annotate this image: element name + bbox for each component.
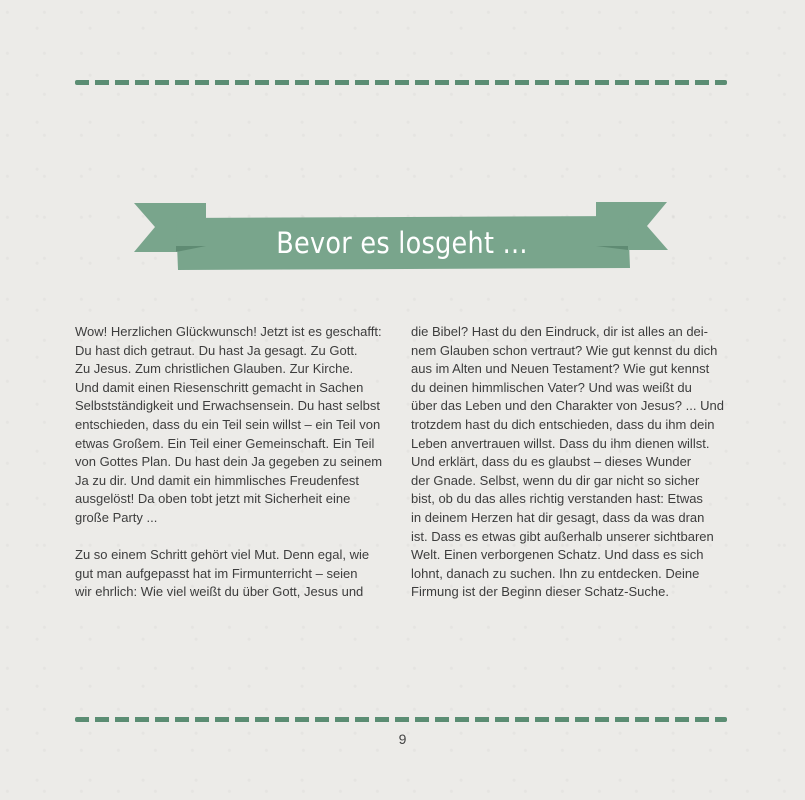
body-text-left-column: Wow! Herzlichen Glückwunsch! Jetzt ist es geschafft: Du hast dich getraut. Du hast Ja gesagt. Zu Gott. Zu Jesus. Zum christlichen Glauben. Zur Kirche. Und damit einen Riesenschritt gemacht in Sachen Selbstständigkeit und Erwachsensein. Du hast selbst entschieden, dass du ein Teil sein willst – ein Teil von etwas Großem. Ein Teil einer Gemeinschaft. Ein Teil von Gottes Plan. Du hast dein Ja gegeben zu seinem Ja zu dir. Und damit ein himmlisches Freudenfest ausgelöst! Da oben tobt jetzt mit Sicherheit eine große Party ... Zu so einem Schritt gehört viel Mut. Denn egal, wie gut man aufgepasst hat im Firmunterricht – seien wir ehrlich: Wie viel weißt du über Gott, Jesus und [75,324,383,600]
page-title: Bevor es losgeht ... [276,226,528,260]
page-number: 9 [398,731,407,747]
bottom-dashed-divider [75,717,727,722]
body-text-right-column: die Bibel? Hast du den Eindruck, dir ist alles an dei- nem Glauben schon vertraut? Wie gut kennst du dich aus im Alten und Neuen Testament? Wie gut kennst du deinen himmlischen Vater? Und was weißt du über das Leben und den Charakter von Jesus? ... Und trotzdem hast du dich entschieden, dass du ihm dein Leben anvertrauen willst. Dass du ihm dienen willst. Und erklärt, dass du es glaubst – dieses Wunder der Gnade. Selbst, wenn du dir gar nicht so sicher bist, ob du das alles richtig verstanden hast: Etwas in deinem Herzen hat dir gesagt, dass da was dran ist. Dass es etwas gibt außerhalb unserer sichtbaren Welt. Einen verborgenen Schatz. Und dass es sich lohnt, danach zu suchen. Ihn zu entdecken. Deine Firmung ist der Beginn dieser Schatz-Suche. [411,324,724,600]
